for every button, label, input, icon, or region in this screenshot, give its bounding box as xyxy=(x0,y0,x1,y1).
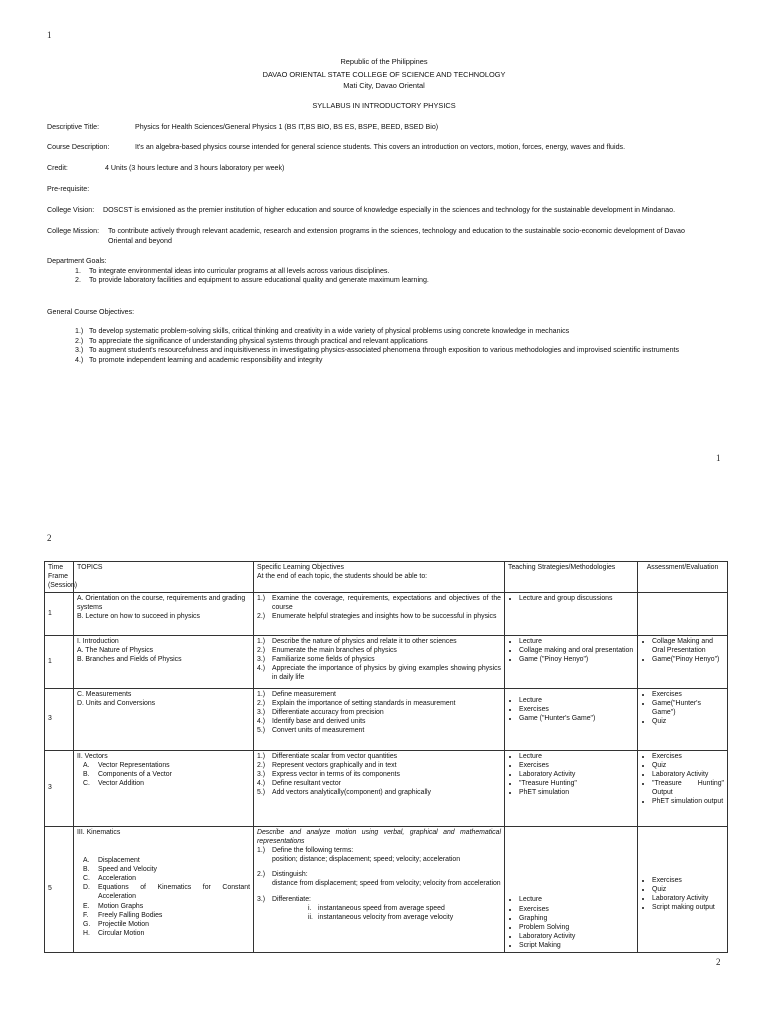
college-mission-value-1: To contribute actively through relevant academic, research and extension programs in the sciences, technology and education to the sustainable socio-economic development of Davao xyxy=(108,227,685,235)
assessment-cell: • Exercises • Quiz • Laboratory Activity • Script making output xyxy=(638,826,728,952)
objectives-cell: 1.) Differentiate scalar from vector quantities 2.) Represent vectors graphically and in text 3.) Express vector in terms of its components 4.) Define resultant vector 5.) Add vectors analytically(component) and graphically xyxy=(254,750,505,826)
general-course-objectives xyxy=(75,327,728,365)
college-mission-row xyxy=(47,227,728,246)
general-course-objectives-label: General Course Objectives: xyxy=(47,308,135,316)
descriptive-title-label: Descriptive Title: xyxy=(47,123,100,131)
college-mission-value-2: Oriental and beyond xyxy=(108,236,172,245)
credit-row xyxy=(47,164,728,174)
strategies-cell: • Lecture • Exercises • Laboratory Activity • "Treasure Hunting" • PhET simulation xyxy=(505,750,638,826)
department-goals-label: Department Goals: xyxy=(47,257,107,265)
prerequisite-row xyxy=(47,185,728,195)
time-frame-cell: 3 xyxy=(45,750,74,826)
time-frame-cell: 1 xyxy=(45,592,74,635)
objectives-cell: 1.) Describe the nature of physics and relate it to other sciences 2.) Enumerate the main branches of physics 3.) Familiarize some fields of physics 4.) Appreciate the importance of physics by giving examples showing physics in daily life xyxy=(254,635,505,688)
header-strategies: Teaching Strategies/Methodologies xyxy=(505,562,638,593)
assessment-cell: • Exercises • Quiz • Laboratory Activity • "Treasure Hunting" Output • PhET simulation output xyxy=(638,750,728,826)
page-number-top: 1 xyxy=(47,30,52,40)
list-item: 4.) To promote independent learning and academic responsibility and integrity xyxy=(75,355,323,364)
assessment-cell: • Exercises • Game("Hunter's Game") • Quiz xyxy=(638,688,728,750)
table-row xyxy=(45,826,728,952)
descriptive-title-value: Physics for Health Sciences/General Physics 1 (BS IT,BS BIO, BS ES, BSPE, BEED, BSED Bio) xyxy=(135,123,439,131)
strategies-cell: • Lecture • Collage making and oral presentation • Game ("Pinoy Henyo") xyxy=(505,635,638,688)
topics-cell: III. Kinematics A. Displacement B. Speed and Velocity C. Acceleration D. Equations of Kinematics for Constant Acceleration E. Motion Graphs F. Freely Falling Bodies G. Projectile Motion H. Circular Motion xyxy=(74,826,254,952)
topics-cell: A. Orientation on the course, requirements and grading systems B. Lecture on how to succeed in physics xyxy=(74,592,254,635)
credit-label: Credit: xyxy=(47,164,68,172)
college-vision-value: DOSCST is envisioned as the premier institution of higher education and source of knowledge especially in the sciences and technology for the sustainable development in Mindanao. xyxy=(103,206,676,214)
list-item: 1. To integrate environmental ideas into curricular programs at all levels across various disciplines. xyxy=(75,266,390,275)
course-description-label: Course Description: xyxy=(47,143,110,151)
credit-value: 4 Units (3 hours lecture and 3 hours laboratory per week) xyxy=(105,164,285,172)
college-mission-label: College Mission: xyxy=(47,227,100,235)
list-item: 2.) To appreciate the significance of understanding physical systems through practical and relevant applications xyxy=(75,336,428,345)
table-row xyxy=(45,688,728,750)
prerequisite-label: Pre-requisite: xyxy=(47,185,90,193)
college-vision-row xyxy=(47,206,728,216)
objectives-cell: 1.) Define measurement 2.) Explain the importance of setting standards in measurement 3.) Differentiate accuracy from precision 4.) Identify base and derived units 5.) Convert units of measurement xyxy=(254,688,505,750)
objectives-cell: 1.) Examine the coverage, requirements, expectations and objectives of the course 2.) Enumerate helpful strategies and insights how to be successful in physics xyxy=(254,592,505,635)
course-description-value: It's an algebra-based physics course intended for general science students. This covers an introduction on vectors, motion, forces, energy, waves and fluids. xyxy=(135,143,626,151)
topics-cell: II. Vectors A. Vector Representations B. Components of a Vector C. Vector Addition xyxy=(74,750,254,826)
time-frame-cell: 5 xyxy=(45,826,74,952)
table-row xyxy=(45,750,728,826)
list-item: 1.) To develop systematic problem-solving skills, critical thinking and creativity in a wide variety of physical problems using concrete knowledge in mechanics xyxy=(75,327,570,335)
strategies-cell: • Lecture • Exercises • Graphing • Problem Solving • Laboratory Activity • Script Making xyxy=(505,826,638,952)
header-republic: Republic of the Philippines xyxy=(340,57,428,66)
list-item: 2. To provide laboratory facilities and equipment to assure educational quality and generate maximum learning. xyxy=(75,276,429,285)
assessment-cell: • Collage Making and Oral Presentation • Game("Pinoy Henyo") xyxy=(638,635,728,688)
syllabus-table xyxy=(44,561,728,953)
time-frame-cell: 1 xyxy=(45,635,74,688)
topics-cell: I. Introduction A. The Nature of Physics B. Branches and Fields of Physics xyxy=(74,635,254,688)
course-description-row xyxy=(47,143,728,153)
college-vision-label: College Vision: xyxy=(47,206,95,214)
strategies-cell: • Lecture and group discussions xyxy=(505,592,638,635)
time-frame-cell: 3 xyxy=(45,688,74,750)
page-number-bottom: 2 xyxy=(716,957,721,967)
descriptive-title-row xyxy=(47,123,728,133)
header-assessment: Assessment/Evaluation xyxy=(638,562,728,593)
table-row xyxy=(45,592,728,635)
page-number-top: 2 xyxy=(47,533,52,543)
assessment-cell xyxy=(638,592,728,635)
page-number-bottom: 1 xyxy=(716,453,721,463)
objectives-cell: Describe and analyze motion using verbal, graphical and mathematical representations 1.) Define the following terms: position; distance; displacement; speed; velocity; acceleration 2.) Distinguish: distance from displacement; speed from velocity; velocity from acceleration 3.) Differentiate: i. instantaneous speed from average speed ii. instantaneous velocity from average velocity xyxy=(254,826,505,952)
header-college-name: DAVAO ORIENTAL STATE COLLEGE OF SCIENCE AND TECHNOLOGY xyxy=(262,70,506,79)
header-learning-objectives: Specific Learning Objectives At the end of each topic, the students should be able to: xyxy=(254,562,505,593)
table-header-row xyxy=(45,562,728,593)
header-time-frame: Time Frame (Session) xyxy=(45,562,74,593)
strategies-cell: • Lecture • Exercises • Game ("Hunter's Game") xyxy=(505,688,638,750)
header-topics: TOPICS xyxy=(74,562,254,593)
list-item: 3.) To augment student's resourcefulness and inquisitiveness in investigating physics-associated phenomena through exposition to various methodologies and improvised scientific instruments xyxy=(75,346,680,355)
department-goals xyxy=(47,257,728,286)
table-row xyxy=(45,635,728,688)
header-location: Mati City, Davao Oriental xyxy=(343,81,425,90)
syllabus-title: SYLLABUS IN INTRODUCTORY PHYSICS xyxy=(312,101,456,110)
topics-cell: C. Measurements D. Units and Conversions xyxy=(74,688,254,750)
